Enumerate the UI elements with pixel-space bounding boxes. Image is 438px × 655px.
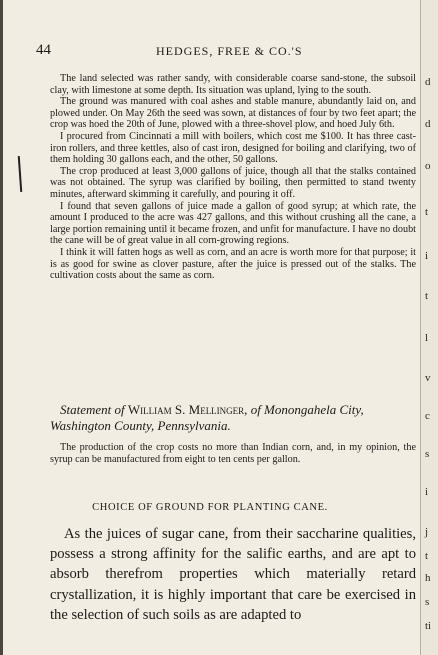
gutter-letter: d (425, 118, 431, 130)
large-paragraph: As the juices of sugar cane, from their saccharine qualities, possess a strong affinity for the salific earths, and are apt to absorb therefrom properties which materially retard crystallization, it is highly important that care be exercised in the selection of such soils as are adapted to (50, 526, 416, 623)
gutter-letter: v (425, 372, 431, 384)
statement-name: William S. Mellinger, (127, 402, 248, 417)
paragraph-mill: I procured from Cincinnati a mill with boilers, which cost me $100. It has three cast-iron rollers, and three kettles, also of cast iron, designed for boiling and clarifying, two of them holding 30 gallons each, and the other, 50 gallons. (50, 130, 416, 166)
running-head: HEDGES, FREE & CO.'S (156, 44, 303, 58)
paragraph-crop: The crop produced at least 3,000 gallons of juice, though all that the stalks contained was not obtained. The syrup was clarified by boiling, then permitted to stand twenty minutes, afterward skimming it carefully, and pouring it off. (50, 165, 416, 200)
page-number: 44 (36, 42, 51, 58)
page-header (36, 42, 416, 62)
paragraph-hogs: I think it will fatten hogs as well as corn, and an acre is worth more for that purpose; it is as good for swine as clover pasture, after the juice is pressed out of the stalks. The cultivation costs about the same as corn. (50, 246, 416, 282)
statement-heading (50, 402, 416, 434)
gutter-letter: i (425, 250, 429, 262)
gutter-letter: j (425, 526, 429, 538)
statement-suffix: of Monongahela City, Washington County, Pennsylvania. (50, 402, 364, 433)
paragraph-syrup-yield: I found that seven gallons of juice made a gallon of good syrup; at which rate, the amount I produced to the acre was 427 gallons, and this without crushing all the cane, a large portion remaining until it became frozen, and unfit for manufacture. I have no doubt the cane will be of great value in all corn-growing regions. (50, 200, 416, 247)
ink-mark (18, 156, 23, 192)
gutter-letter: s (425, 448, 430, 460)
gutter-letter: d (425, 76, 431, 88)
gutter-letter: t (425, 550, 429, 562)
gutter-letter: s (425, 596, 430, 608)
gutter-letter: c (425, 410, 430, 422)
gutter-letter: l (425, 332, 429, 344)
page-left-edge (0, 0, 3, 655)
paragraph-land: The land selected was rather sandy, with considerable coarse sand-stone, the subsoil clay, with limestone at some depth. Its situation was upland, lying to the south. (50, 73, 416, 96)
gutter-letter: o (425, 160, 431, 172)
gutter-letter: h (425, 572, 431, 584)
statement-body: The production of the crop costs no more than Indian corn, and, in my opinion, the syrup can be manufactured from eight to ten cents per gallon. (50, 442, 416, 465)
gutter-letter: t (425, 290, 429, 302)
facing-page-gutter (420, 0, 438, 655)
section-heading: CHOICE OF GROUND FOR PLANTING CANE. (92, 502, 328, 513)
gutter-letter: i (425, 486, 429, 498)
gutter-letter: t (425, 206, 429, 218)
statement-prefix: Statement of (60, 402, 125, 417)
body-text (50, 73, 416, 282)
gutter-letter: ti (425, 620, 432, 632)
paragraph-ground: The ground was manured with coal ashes and stable manure, abundantly laid on, and plowed under. On May 26th the seed was sown, at distances of four by two feet apart; the crop was hoed the 20th of June, plowed with a three-shovel plow, and hoed July 6th. (50, 96, 416, 131)
